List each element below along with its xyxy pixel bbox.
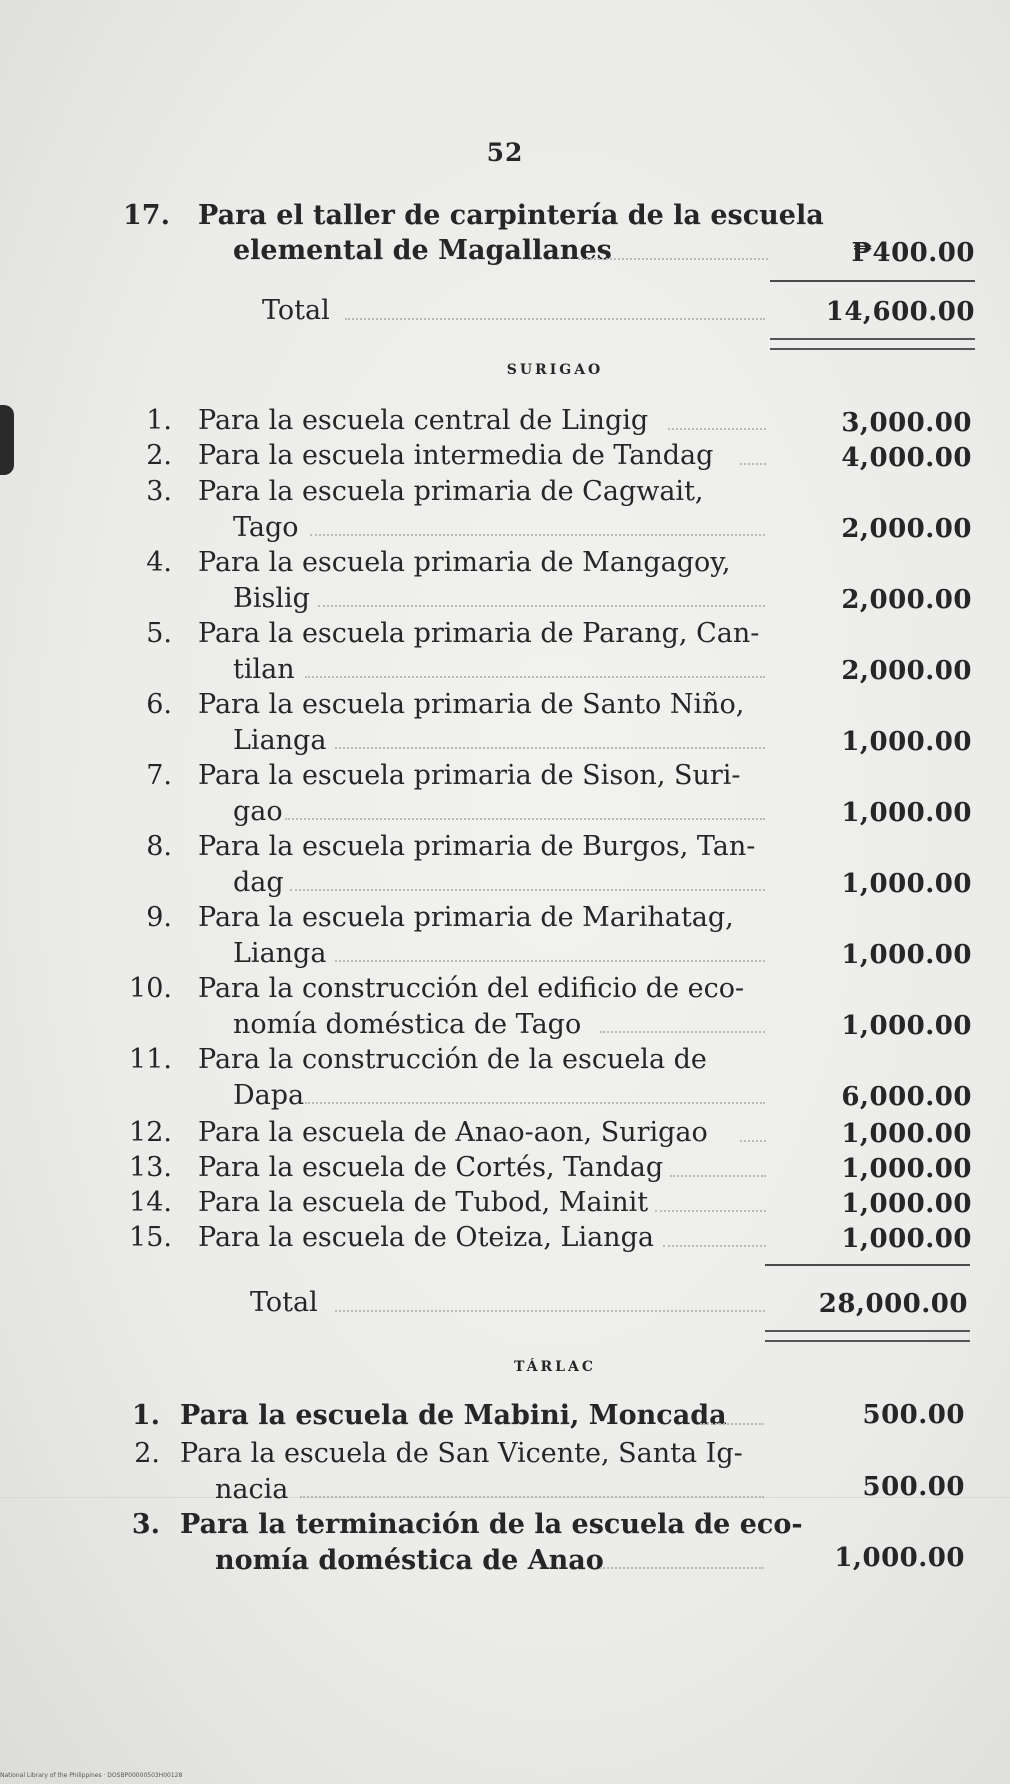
item-amount: 1,000.00 bbox=[841, 1154, 972, 1184]
leader-dots bbox=[578, 258, 768, 260]
item-amount: 1,000.00 bbox=[841, 1224, 972, 1254]
item-amount: 1,000.00 bbox=[841, 940, 972, 970]
item-text: Para la escuela intermedia de Tandag bbox=[198, 440, 714, 471]
item-number: 13. bbox=[129, 1152, 172, 1183]
leader-dots bbox=[600, 1567, 764, 1569]
leader-dots bbox=[290, 889, 765, 891]
item-text: Para la escuela primaria de Santo Niño, bbox=[198, 689, 745, 720]
item-text: Para la escuela de Tubod, Mainit bbox=[198, 1187, 649, 1218]
leader-dots bbox=[305, 1102, 765, 1104]
item-amount: 1,000.00 bbox=[841, 798, 972, 828]
item-number: 5. bbox=[146, 618, 172, 649]
item-number: 8. bbox=[146, 831, 172, 862]
item-text: nacia bbox=[215, 1474, 289, 1505]
item-text: dag bbox=[233, 867, 284, 898]
item-number: 11. bbox=[129, 1044, 172, 1075]
item-text: Para la escuela primaria de Burgos, Tan- bbox=[198, 831, 756, 862]
item-amount: 500.00 bbox=[862, 1400, 965, 1430]
section-heading: TÁRLAC bbox=[514, 1359, 596, 1375]
item-number: 15. bbox=[129, 1222, 172, 1253]
double-rule bbox=[770, 338, 975, 350]
item-amount: 1,000.00 bbox=[841, 869, 972, 899]
leader-dots bbox=[335, 960, 765, 962]
page-number: 52 bbox=[486, 138, 524, 167]
item-text: Tago bbox=[233, 512, 299, 543]
item-text: Para la escuela primaria de Marihatag, bbox=[198, 902, 734, 933]
item-amount: 1,000.00 bbox=[841, 727, 972, 757]
section-heading: SURIGAO bbox=[506, 362, 604, 378]
binding-shadow bbox=[0, 405, 14, 475]
item-text: Para la escuela central de Lingig bbox=[198, 405, 649, 436]
item-text: nomía doméstica de Anao bbox=[215, 1545, 604, 1576]
double-rule bbox=[765, 1330, 970, 1342]
item-amount: 4,000.00 bbox=[841, 443, 972, 473]
item-number: 3. bbox=[146, 476, 172, 507]
leader-dots bbox=[670, 1175, 766, 1177]
item-text: Para la escuela primaria de Mangagoy, bbox=[198, 547, 731, 578]
item-text: Para la escuela de Mabini, Moncada bbox=[180, 1400, 727, 1431]
item-number: 12. bbox=[129, 1117, 172, 1148]
leader-dots bbox=[335, 1310, 765, 1312]
item-amount: 6,000.00 bbox=[841, 1082, 972, 1112]
item-text: Bislig bbox=[233, 583, 310, 614]
item-text: gao bbox=[233, 796, 283, 827]
item-number: 4. bbox=[146, 547, 172, 578]
item-amount: 2,000.00 bbox=[841, 656, 972, 686]
leader-dots bbox=[700, 1423, 764, 1425]
item-text: Para la construcción del edificio de eco- bbox=[198, 973, 745, 1004]
item-text: Para la escuela de Anao-aon, Surigao bbox=[198, 1117, 708, 1148]
leader-dots bbox=[335, 747, 765, 749]
item-amount: 500.00 bbox=[862, 1472, 965, 1502]
total-label: Total bbox=[250, 1287, 318, 1318]
sum-rule bbox=[765, 1264, 970, 1266]
item-number: 1. bbox=[131, 1400, 160, 1431]
item-text: tilan bbox=[233, 654, 295, 685]
item-amount: 1,000.00 bbox=[841, 1119, 972, 1149]
item-amount: 3,000.00 bbox=[841, 408, 972, 438]
leader-dots bbox=[740, 1140, 766, 1142]
item-number: 2. bbox=[146, 440, 172, 471]
item-text: Para el taller de carpintería de la escuela bbox=[198, 200, 824, 231]
item-number: 2. bbox=[134, 1438, 160, 1469]
item-number: 3. bbox=[131, 1509, 160, 1540]
item-text: Dapa bbox=[233, 1080, 305, 1111]
item-amount: ₱400.00 bbox=[851, 238, 975, 268]
item-number: 7. bbox=[146, 760, 172, 791]
total-label: Total bbox=[262, 295, 330, 326]
item-text: Lianga bbox=[233, 938, 327, 969]
leader-dots bbox=[310, 534, 765, 536]
leader-dots bbox=[318, 605, 765, 607]
leader-dots bbox=[300, 1496, 764, 1498]
item-amount: 1,000.00 bbox=[841, 1189, 972, 1219]
item-number: 9. bbox=[146, 902, 172, 933]
item-text: Lianga bbox=[233, 725, 327, 756]
item-text: Para la escuela primaria de Parang, Can- bbox=[198, 618, 760, 649]
item-text: elemental de Magallanes bbox=[233, 235, 612, 266]
item-text: nomía doméstica de Tago bbox=[233, 1009, 582, 1040]
item-amount: 2,000.00 bbox=[841, 514, 972, 544]
leader-dots bbox=[305, 676, 765, 678]
item-number: 10. bbox=[129, 973, 172, 1004]
item-amount: 1,000.00 bbox=[834, 1543, 965, 1573]
leader-dots bbox=[285, 818, 765, 820]
item-text: Para la terminación de la escuela de eco- bbox=[180, 1509, 803, 1540]
item-text: Para la construcción de la escuela de bbox=[198, 1044, 707, 1075]
scan-footer: National Library of the Philippines · DOSBP00000503H00128 bbox=[0, 1772, 183, 1779]
item-number: 14. bbox=[129, 1187, 172, 1218]
leader-dots bbox=[668, 428, 766, 430]
sum-rule bbox=[770, 280, 975, 282]
item-number: 6. bbox=[146, 689, 172, 720]
item-text: Para la escuela primaria de Cagwait, bbox=[198, 476, 704, 507]
leader-dots bbox=[600, 1031, 765, 1033]
item-number: 1. bbox=[146, 405, 172, 436]
item-text: Para la escuela de San Vicente, Santa Ig- bbox=[180, 1438, 743, 1469]
item-text: Para la escuela de Cortés, Tandag bbox=[198, 1152, 664, 1183]
leader-dots bbox=[663, 1245, 766, 1247]
item-amount: 1,000.00 bbox=[841, 1011, 972, 1041]
item-text: Para la escuela de Oteiza, Lianga bbox=[198, 1222, 654, 1253]
total-amount: 14,600.00 bbox=[825, 297, 975, 327]
item-text: Para la escuela primaria de Sison, Suri- bbox=[198, 760, 741, 791]
item-amount: 2,000.00 bbox=[841, 585, 972, 615]
total-amount: 28,000.00 bbox=[818, 1289, 968, 1319]
leader-dots bbox=[655, 1210, 766, 1212]
item-number: 17. bbox=[123, 200, 170, 231]
leader-dots bbox=[345, 318, 765, 320]
leader-dots bbox=[740, 463, 766, 465]
